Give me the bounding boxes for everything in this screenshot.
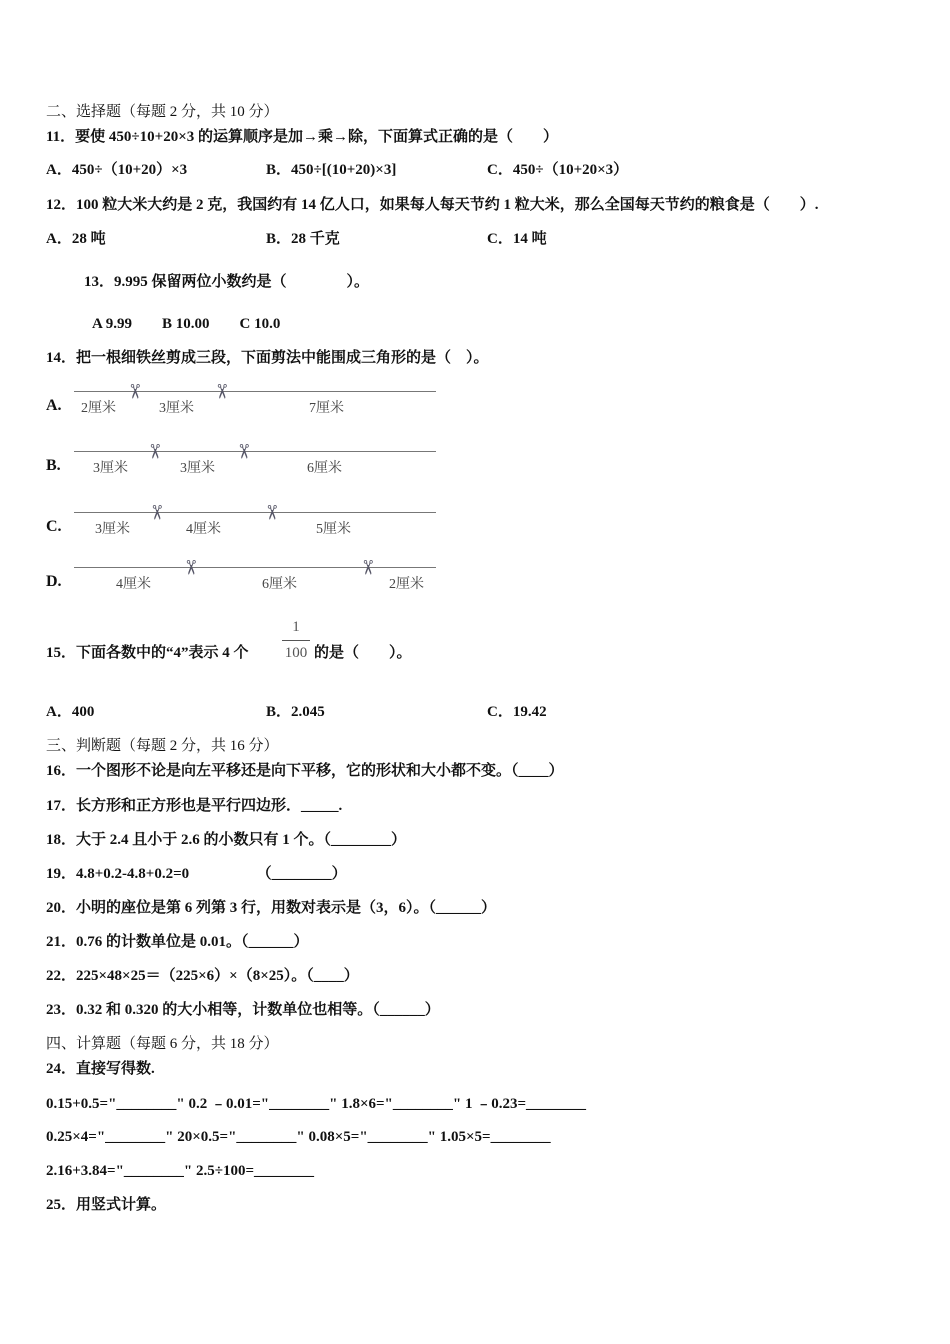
- section-4-title: 四、计算题（每题 6 分，共 18 分）: [46, 1036, 279, 1052]
- q15-option-c: C．19.42: [487, 704, 547, 720]
- q14-option-d: [46, 559, 436, 597]
- q15-text: 15．下面各数中的“4”表示 4 个: [46, 645, 249, 661]
- q12-text: 12．100 粒大米大约是 2 克，我国约有 14 亿人口，如果每人每天节约 1 粒大米，那么全国每天节约的粮食是（ ）.: [46, 197, 819, 213]
- option-label: D.: [46, 573, 62, 590]
- option-label: C.: [46, 518, 62, 535]
- segment-label: 7厘米: [309, 401, 344, 416]
- scissors-icon: ✂: [142, 443, 165, 460]
- q15-text-end: 的是（ ）。: [314, 645, 412, 661]
- option-label: A.: [46, 397, 62, 414]
- q18: 18．大于 2.4 且小于 2.6 的小数只有 1 个。（________）: [46, 832, 407, 848]
- fraction-bar: [282, 640, 310, 641]
- q12-option-a: A．28 吨: [46, 231, 106, 247]
- q14-option-c: [46, 504, 436, 542]
- segment-label: 6厘米: [307, 461, 342, 476]
- q21: 21．0.76 的计数单位是 0.01。（______）: [46, 934, 309, 950]
- q19: 19．4.8+0.2-4.8+0.2=0 （________）: [46, 866, 347, 882]
- q24-line-3: 2.16+3.84="________" 2.5÷100=________: [46, 1163, 315, 1179]
- q20: 20．小明的座位是第 6 列第 3 行，用数对表示是（3，6）。（______）: [46, 900, 497, 916]
- q11-option-b: B．450÷[(10+20)×3]: [266, 162, 397, 178]
- segment-label: 2厘米: [389, 577, 424, 592]
- fraction-numerator: 1: [292, 619, 300, 635]
- q17: 17．长方形和正方形也是平行四边形．_____.: [46, 798, 343, 814]
- q13-text: 13．9.995 保留两位小数约是（ ）。: [84, 274, 370, 290]
- section-3-title: 三、判断题（每题 2 分，共 16 分）: [46, 738, 279, 754]
- q11-option-a: A．450÷（10+20）×3: [46, 162, 188, 178]
- q25-text: 25．用竖式计算。: [46, 1197, 167, 1213]
- segment-label: 3厘米: [180, 461, 215, 476]
- scissors-icon: ✂: [178, 559, 201, 576]
- q15-option-b: B．2.045: [266, 704, 325, 720]
- segment-label: 3厘米: [159, 401, 194, 416]
- q24-text: 24．直接写得数.: [46, 1061, 155, 1077]
- segment-label: 4厘米: [186, 522, 221, 537]
- wire-line: [74, 512, 436, 513]
- q14-option-b: [46, 443, 436, 481]
- q15-option-a: A．400: [46, 704, 95, 720]
- section-2-title: 二、选择题（每题 2 分，共 10 分）: [46, 104, 279, 120]
- wire-line: [74, 567, 436, 568]
- scissors-icon: ✂: [259, 504, 282, 521]
- q11-text: 11．要使 450÷10+20×3 的运算顺序是加→乘→除，下面算式正确的是（ ）: [46, 129, 559, 145]
- q14-text: 14．把一根细铁丝剪成三段，下面剪法中能围成三角形的是（ ）。: [46, 350, 489, 366]
- segment-label: 5厘米: [316, 522, 351, 537]
- scissors-icon: ✂: [355, 559, 378, 576]
- q13-options: A 9.99 B 10.00 C 10.0: [92, 316, 281, 332]
- q24-line-1: 0.15+0.5="________" 0.2 ﹣0.01="________" 1.8×6="________" 1 ﹣0.23=________: [46, 1096, 587, 1112]
- q14-option-a: [46, 383, 436, 421]
- segment-label: 3厘米: [93, 461, 128, 476]
- q11-option-c: C．450÷（10+20×3）: [487, 162, 629, 178]
- scissors-icon: ✂: [122, 383, 145, 400]
- q24-line-2: 0.25×4="________" 20×0.5="________" 0.08×5="________" 1.05×5=________: [46, 1129, 551, 1145]
- option-label: B.: [46, 457, 61, 474]
- segment-label: 6厘米: [262, 577, 297, 592]
- scissors-icon: ✂: [231, 443, 254, 460]
- segment-label: 3厘米: [95, 522, 130, 537]
- q22: 22．225×48×25＝（225×6）×（8×25）。（____）: [46, 968, 359, 984]
- fraction-denominator: 100: [284, 645, 308, 661]
- q12-option-c: C．14 吨: [487, 231, 547, 247]
- scissors-icon: ✂: [209, 383, 232, 400]
- q23: 23．0.32 和 0.320 的大小相等，计数单位也相等。（______）: [46, 1002, 440, 1018]
- segment-label: 4厘米: [116, 577, 151, 592]
- segment-label: 2厘米: [81, 401, 116, 416]
- scissors-icon: ✂: [144, 504, 167, 521]
- q16: 16．一个图形不论是向左平移还是向下平移，它的形状和大小都不变。（____）: [46, 763, 564, 779]
- q12-option-b: B．28 千克: [266, 231, 340, 247]
